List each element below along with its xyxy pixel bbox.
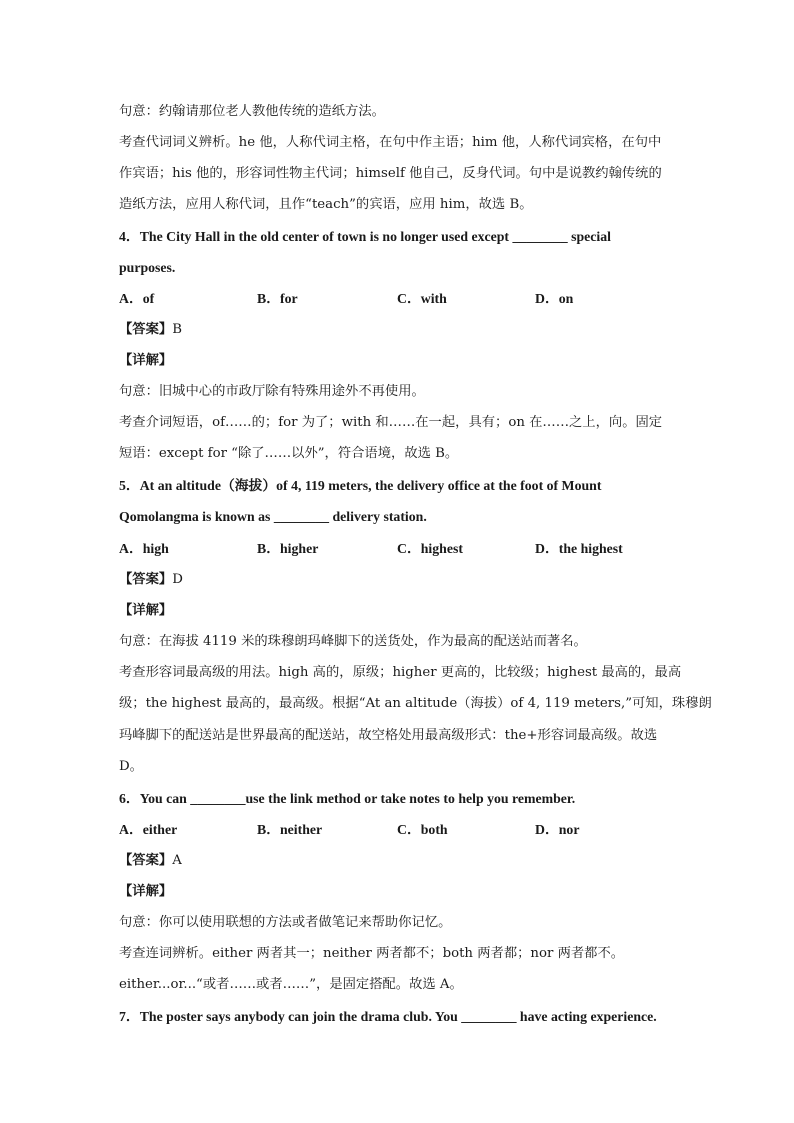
q5-option-c: C．highest xyxy=(397,541,463,556)
question-5-stem: 5．At an altitude（海拔）of 4, 119 meters, the delivery office at the foot of Mount xyxy=(119,478,602,493)
q6-answer xyxy=(119,852,182,870)
explanation-line: 句意：约翰请那位老人教他传统的造纸方法。 xyxy=(119,104,385,119)
q6-explanation: either...or...“或者……或者……”，是固定搭配。故选 A。 xyxy=(119,977,463,992)
answer-label: 【答案】 xyxy=(119,572,173,587)
q5-explanation: 句意：在海拔 4119 米的珠穆朗玛峰脚下的送货处，作为最高的配送站而著名。 xyxy=(119,634,587,649)
q4-answer xyxy=(119,321,182,339)
q6-option-a: A．either xyxy=(119,822,178,837)
q4-detail-label: 【详解】 xyxy=(119,353,173,368)
q4-explanation: 短语：except for “除了……以外”，符合语境，故选 B。 xyxy=(119,446,459,461)
answer-value: D xyxy=(172,572,183,587)
explanation-line: 造纸方法，应用人称代词，且作“teach”的宾语，应用 him，故选 B。 xyxy=(119,197,533,212)
q4-option-c: C．with xyxy=(397,291,447,306)
answer-label: 【答案】 xyxy=(119,853,173,868)
q6-explanation: 句意：你可以使用联想的方法或者做笔记来帮助你记忆。 xyxy=(119,915,452,930)
explanation-line: 考查代词词义辨析。he 他，人称代词主格，在句中作主语；him 他，人称代词宾格，在句中 xyxy=(119,135,662,150)
question-4-stem: 4．The City Hall in the old center of town is no longer used except ________ special xyxy=(119,229,611,244)
q6-detail-label: 【详解】 xyxy=(119,884,173,899)
q5-answer xyxy=(119,571,183,589)
q6-option-b: B．neither xyxy=(257,822,323,837)
answer-value: A xyxy=(172,853,182,868)
question-4-stem-cont: purposes. xyxy=(119,260,176,275)
q5-detail-label: 【详解】 xyxy=(119,603,173,618)
answer-value: B xyxy=(172,322,182,337)
q4-explanation: 句意：旧城中心的市政厅除有特殊用途外不再使用。 xyxy=(119,384,425,399)
question-5-stem-cont: Qomolangma is known as ________ delivery station. xyxy=(119,509,427,524)
q5-explanation: 考查形容词最高级的用法。high 高的，原级；higher 更高的，比较级；highest 最高的，最高 xyxy=(119,665,682,680)
answer-label: 【答案】 xyxy=(119,322,173,337)
q6-option-c: C．both xyxy=(397,822,448,837)
q6-explanation: 考查连词辨析。either 两者其一；neither 两者都不；both 两者都；nor 两者都不。 xyxy=(119,946,625,961)
q4-option-b: B．for xyxy=(257,291,298,306)
q5-explanation: 玛峰脚下的配送站是世界最高的配送站，故空格处用最高级形式：the+形容词最高级。故选 xyxy=(119,728,658,743)
q5-explanation: 级；the highest 最高的，最高级。根据“At an altitude（海拔）of 4, 119 meters,”可知，珠穆朗 xyxy=(119,696,712,711)
q4-explanation: 考查介词短语，of……的；for 为了；with 和……在一起，具有；on 在……之上，向。固定 xyxy=(119,415,663,430)
q4-option-d: D．on xyxy=(535,291,574,306)
q5-option-a: A．high xyxy=(119,541,169,556)
question-6-stem: 6．You can ________use the link method or take notes to help you remember. xyxy=(119,791,576,806)
q5-option-b: B．higher xyxy=(257,541,319,556)
question-7-stem: 7．The poster says anybody can join the drama club. You ________ have acting experience. xyxy=(119,1009,657,1024)
explanation-line: 作宾语；his 他的，形容词性物主代词；himself 他自己，反身代词。句中是说教约翰传统的 xyxy=(119,166,662,181)
q5-option-d: D．the highest xyxy=(535,541,623,556)
q6-option-d: D．nor xyxy=(535,822,580,837)
q4-option-a: A．of xyxy=(119,291,155,306)
q5-explanation: D。 xyxy=(119,759,143,774)
